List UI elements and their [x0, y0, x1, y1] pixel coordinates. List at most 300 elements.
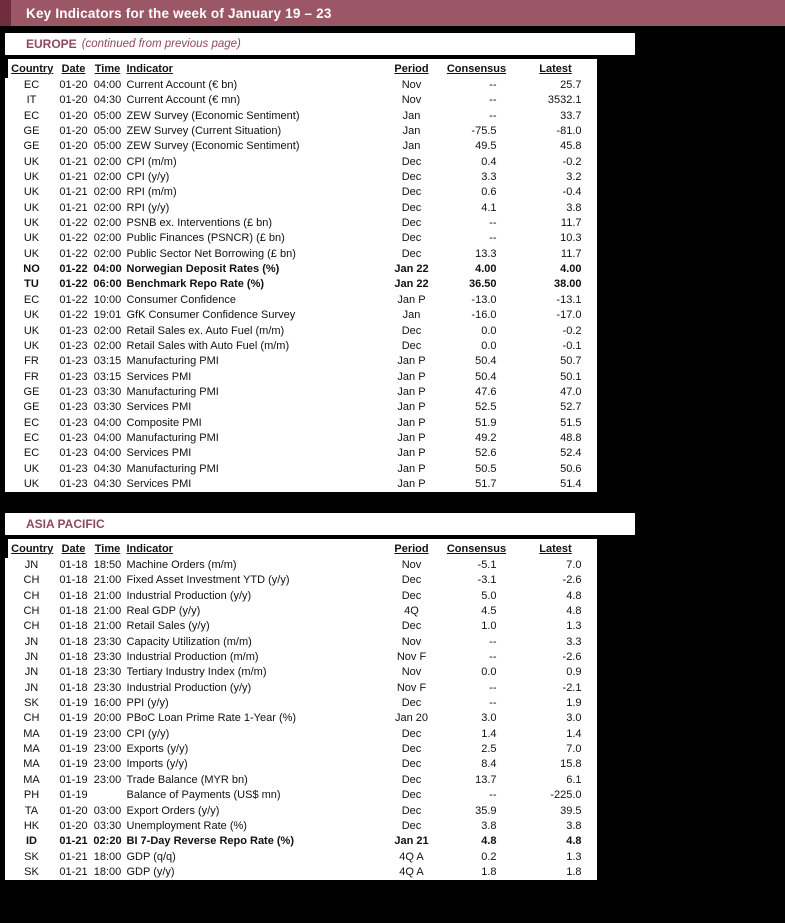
cell-country: TU	[24, 278, 39, 291]
cell-time: 02:00	[93, 247, 122, 260]
cell-date: 01-22	[59, 217, 88, 230]
cell-consensus: 1.8	[481, 865, 497, 878]
table-row	[7, 711, 599, 726]
cell-consensus: --	[489, 789, 497, 802]
col-header-country: Country	[7, 59, 57, 78]
cell-indicator: GDP (q/q)	[126, 850, 176, 863]
cell-consensus: 4.8	[481, 835, 497, 848]
cell-period: Jan	[402, 125, 421, 138]
cell-latest: 3.8	[566, 201, 582, 214]
cell-time: 21:00	[93, 589, 122, 602]
cell-time: 04:30	[93, 462, 122, 475]
europe-table	[5, 59, 599, 492]
cell-country: UK	[23, 186, 40, 199]
cell-country: FR	[24, 355, 39, 368]
cell-consensus: 50.4	[475, 370, 497, 383]
cell-latest: 48.8	[560, 431, 582, 444]
cell-latest: 4.00	[560, 263, 582, 276]
cell-latest: 1.8	[566, 865, 582, 878]
cell-date: 01-23	[59, 462, 88, 475]
cell-time: 23:00	[93, 773, 122, 786]
cell-date: 01-23	[59, 339, 88, 352]
cell-indicator: Industrial Production (y/y)	[126, 589, 252, 602]
cell-time: 23:00	[93, 743, 122, 756]
table-row	[7, 324, 599, 339]
cell-period: Dec	[401, 247, 422, 260]
cell-country: EC	[23, 79, 40, 91]
cell-time: 05:00	[93, 140, 122, 153]
cell-indicator: Imports (y/y)	[126, 758, 188, 771]
cell-consensus: 0.4	[481, 155, 497, 168]
cell-country: UK	[23, 309, 40, 322]
cell-country: CH	[23, 620, 40, 633]
cell-period: Dec	[401, 171, 422, 184]
europe-table-header	[7, 59, 599, 78]
europe-table-container	[5, 59, 597, 492]
cell-period: Nov	[401, 559, 422, 571]
cell-latest: 4.8	[566, 605, 582, 618]
cell-latest: 7.0	[566, 743, 582, 756]
cell-time: 10:00	[93, 293, 122, 306]
cell-date: 01-19	[59, 758, 88, 771]
cell-latest: 10.3	[560, 232, 582, 245]
cell-time: 05:00	[93, 109, 122, 122]
table-row	[7, 339, 599, 354]
cell-date: 01-23	[59, 385, 88, 398]
table-row	[7, 308, 599, 323]
table-row	[7, 431, 599, 446]
cell-country: GE	[23, 140, 40, 153]
cell-date: 01-21	[59, 835, 88, 848]
table-row	[7, 604, 599, 619]
cell-consensus: -3.1	[477, 574, 497, 587]
cell-consensus: 2.5	[481, 743, 497, 756]
table-row	[7, 201, 599, 216]
cell-period: Jan P	[397, 477, 426, 490]
cell-date: 01-23	[59, 355, 88, 368]
cell-latest: 7.0	[566, 559, 582, 571]
title-bar	[0, 0, 785, 26]
cell-consensus: 50.5	[475, 462, 497, 475]
cell-time: 23:30	[93, 651, 122, 664]
cell-period: Dec	[401, 339, 422, 352]
cell-indicator: Public Finances (PSNCR) (£ bn)	[126, 232, 285, 245]
cell-time: 23:30	[93, 666, 122, 679]
cell-period: Jan P	[397, 431, 426, 444]
cell-time: 23:00	[93, 727, 122, 740]
table-row	[7, 139, 599, 154]
cell-time: 23:30	[93, 635, 122, 648]
table-row	[7, 773, 599, 788]
cell-latest: 6.1	[566, 773, 582, 786]
cell-indicator: Tertiary Industry Index (m/m)	[126, 666, 267, 679]
cell-latest: -0.4	[562, 186, 582, 199]
table-row	[7, 185, 599, 200]
cell-country: GE	[23, 125, 40, 138]
cell-indicator: Services PMI	[126, 477, 192, 490]
cell-time: 18:00	[93, 850, 122, 863]
cell-country: UK	[23, 155, 40, 168]
cell-consensus: --	[489, 79, 497, 91]
cell-time: 23:00	[93, 758, 122, 771]
table-row	[7, 865, 599, 880]
cell-consensus: -5.1	[477, 559, 497, 571]
cell-time: 21:00	[93, 620, 122, 633]
cell-period: Nov F	[396, 651, 427, 664]
cell-country: NO	[23, 263, 40, 276]
cell-time: 23:30	[93, 681, 122, 694]
table-row	[7, 262, 599, 277]
table-row	[7, 216, 599, 231]
cell-time: 02:00	[93, 155, 122, 168]
cell-latest: 1.3	[566, 620, 582, 633]
cell-consensus: 36.50	[468, 278, 497, 291]
table-row	[7, 446, 599, 461]
cell-period: Jan P	[397, 355, 426, 368]
cell-date: 01-22	[59, 293, 88, 306]
cell-period: Dec	[401, 217, 422, 230]
cell-latest: 50.1	[560, 370, 582, 383]
cell-time: 04:30	[93, 477, 122, 490]
table-row	[7, 231, 599, 246]
table-row	[7, 155, 599, 170]
cell-latest: -13.1	[556, 293, 582, 306]
section-band-asia-pacific	[5, 513, 635, 537]
table-row	[7, 788, 599, 803]
cell-date: 01-21	[59, 186, 88, 199]
cell-time: 05:00	[93, 125, 122, 138]
cell-latest: -0.1	[562, 339, 582, 352]
cell-indicator: BI 7-Day Reverse Repo Rate (%)	[126, 835, 295, 848]
cell-latest: 3.2	[566, 171, 582, 184]
cell-consensus: --	[489, 651, 497, 664]
cell-consensus: --	[489, 681, 497, 694]
header-row	[7, 539, 599, 558]
cell-indicator: Services PMI	[126, 401, 192, 414]
col-header-latest: Latest	[539, 62, 572, 75]
table-row	[7, 462, 599, 477]
table-row	[7, 78, 599, 93]
cell-indicator: RPI (m/m)	[126, 186, 177, 199]
cell-latest: 51.4	[560, 477, 582, 490]
col-header-time: Time	[94, 542, 121, 555]
table-row	[7, 573, 599, 588]
cell-period: Dec	[401, 758, 422, 771]
cell-consensus: 35.9	[475, 804, 497, 817]
cell-time: 18:00	[93, 865, 122, 878]
cell-period: Jan P	[397, 293, 426, 306]
cell-period: Dec	[401, 589, 422, 602]
cell-period: Jan P	[397, 416, 426, 429]
cell-country: UK	[23, 232, 40, 245]
table-row	[7, 804, 599, 819]
cell-country: JN	[24, 651, 39, 664]
cell-indicator: Industrial Production (y/y)	[126, 681, 252, 694]
cell-time: 02:00	[93, 171, 122, 184]
cell-consensus: --	[489, 94, 497, 107]
cell-country: SK	[24, 697, 39, 710]
cell-period: Dec	[401, 186, 422, 199]
cell-consensus: --	[489, 217, 497, 230]
col-header-country: Country	[7, 539, 57, 558]
cell-consensus: 3.8	[481, 819, 497, 832]
cell-indicator: Manufacturing PMI	[126, 355, 219, 368]
cell-indicator: CPI (m/m)	[126, 155, 177, 168]
cell-period: Nov	[401, 666, 422, 679]
table-row	[7, 93, 599, 108]
table-row	[7, 293, 599, 308]
table-row	[7, 477, 599, 492]
cell-time: 04:00	[93, 263, 122, 276]
cell-date: 01-23	[59, 431, 88, 444]
cell-date: 01-20	[59, 140, 88, 153]
cell-period: Jan P	[397, 401, 426, 414]
table-row	[7, 619, 599, 634]
cell-latest: -2.6	[562, 574, 582, 587]
cell-country: EC	[23, 447, 40, 460]
cell-latest: -225.0	[550, 789, 582, 802]
col-header-latest: Latest	[539, 542, 572, 555]
cell-country: JN	[24, 635, 39, 648]
cell-latest: 11.7	[560, 247, 582, 260]
cell-time: 04:30	[93, 94, 122, 107]
cell-period: Jan P	[397, 447, 426, 460]
cell-indicator: CPI (y/y)	[126, 171, 170, 184]
cell-period: Dec	[401, 773, 422, 786]
cell-indicator: Current Account (€ bn)	[126, 79, 238, 91]
cell-latest: -81.0	[556, 125, 582, 138]
cell-indicator: RPI (y/y)	[126, 201, 170, 214]
cell-period: Nov	[401, 79, 422, 91]
cell-date: 01-23	[59, 477, 88, 490]
cell-indicator: Benchmark Repo Rate (%)	[126, 278, 265, 291]
table-row	[7, 727, 599, 742]
cell-period: Jan	[402, 109, 421, 122]
cell-date: 01-23	[59, 324, 88, 337]
cell-date: 01-20	[59, 819, 88, 832]
cell-period: Dec	[401, 819, 422, 832]
cell-period: Nov	[401, 635, 422, 648]
cell-time: 02:00	[93, 217, 122, 230]
cell-indicator: PBoC Loan Prime Rate 1-Year (%)	[126, 712, 297, 725]
cell-time: 02:00	[93, 186, 122, 199]
cell-country: MA	[23, 773, 40, 786]
table-row	[7, 757, 599, 772]
cell-time: 04:00	[93, 447, 122, 460]
cell-latest: 52.4	[560, 447, 582, 460]
cell-latest: 38.00	[553, 278, 582, 291]
cell-consensus: 5.0	[481, 589, 497, 602]
cell-period: 4Q	[404, 605, 419, 618]
table-row	[7, 650, 599, 665]
cell-country: GE	[23, 401, 40, 414]
table-row	[7, 370, 599, 385]
cell-date: 01-19	[59, 773, 88, 786]
cell-indicator: PPI (y/y)	[126, 697, 169, 710]
cell-country: SK	[24, 850, 39, 863]
cell-country: JN	[24, 666, 39, 679]
cell-indicator: Composite PMI	[126, 416, 202, 429]
cell-indicator: Services PMI	[126, 447, 192, 460]
cell-indicator: Real GDP (y/y)	[126, 605, 201, 618]
cell-date: 01-19	[59, 712, 88, 725]
cell-country: UK	[23, 201, 40, 214]
cell-latest: 52.7	[560, 401, 582, 414]
cell-time: 21:00	[93, 574, 122, 587]
cell-consensus: 51.7	[475, 477, 497, 490]
cell-period: Nov	[401, 94, 422, 107]
cell-indicator: Public Sector Net Borrowing (£ bn)	[126, 247, 296, 260]
cell-consensus: -16.0	[471, 309, 497, 322]
cell-consensus: 52.6	[475, 447, 497, 460]
cell-consensus: --	[489, 232, 497, 245]
cell-time: 02:00	[93, 324, 122, 337]
cell-country: MA	[23, 727, 40, 740]
cell-period: Jan 21	[394, 835, 429, 848]
cell-time: 19:01	[93, 309, 122, 322]
cell-period: Dec	[401, 574, 422, 587]
cell-latest: 50.6	[560, 462, 582, 475]
cell-latest: 33.7	[560, 109, 582, 122]
cell-country: CH	[23, 574, 40, 587]
cell-period: Dec	[401, 727, 422, 740]
cell-date: 01-20	[59, 125, 88, 138]
table-row	[7, 354, 599, 369]
cell-consensus: 0.6	[481, 186, 497, 199]
cell-time: 02:20	[93, 835, 122, 848]
table-row	[7, 589, 599, 604]
cell-country: UK	[23, 247, 40, 260]
cell-period: Jan 22	[394, 278, 429, 291]
cell-country: EC	[23, 416, 40, 429]
cell-latest: 50.7	[560, 355, 582, 368]
cell-indicator: ZEW Survey (Economic Sentiment)	[126, 109, 300, 122]
cell-country: GE	[23, 385, 40, 398]
col-header-date: Date	[61, 62, 86, 75]
table-row	[7, 400, 599, 415]
cell-latest: 51.5	[560, 416, 582, 429]
cell-date: 01-23	[59, 416, 88, 429]
cell-date: 01-21	[59, 865, 88, 878]
cell-date: 01-23	[59, 447, 88, 460]
col-header-indicator: Indicator	[126, 542, 173, 555]
cell-indicator: ZEW Survey (Current Situation)	[126, 125, 282, 138]
cell-date: 01-21	[59, 201, 88, 214]
cell-time: 20:00	[93, 712, 122, 725]
cell-indicator: GfK Consumer Confidence Survey	[126, 309, 296, 322]
cell-period: Jan P	[397, 462, 426, 475]
cell-consensus: 13.7	[475, 773, 497, 786]
cell-consensus: -13.0	[471, 293, 497, 306]
cell-indicator: Exports (y/y)	[126, 743, 189, 756]
col-header-time: Time	[94, 62, 121, 75]
cell-indicator: Retail Sales with Auto Fuel (m/m)	[126, 339, 290, 352]
cell-period: 4Q A	[399, 850, 424, 863]
cell-indicator: Norwegian Deposit Rates (%)	[126, 263, 280, 276]
cell-indicator: Unemployment Rate (%)	[126, 819, 247, 832]
cell-country: CH	[23, 712, 40, 725]
cell-date: 01-21	[59, 850, 88, 863]
cell-latest: 25.7	[560, 79, 582, 91]
cell-country: FR	[24, 370, 39, 383]
cell-latest: -2.6	[562, 651, 582, 664]
cell-date: 01-21	[59, 155, 88, 168]
cell-indicator: Retail Sales ex. Auto Fuel (m/m)	[126, 324, 285, 337]
cell-latest: 3.0	[566, 712, 582, 725]
cell-indicator: Consumer Confidence	[126, 293, 236, 306]
cell-period: Jan P	[397, 370, 426, 383]
table-row	[7, 635, 599, 650]
cell-consensus: 50.4	[475, 355, 497, 368]
table-row	[7, 109, 599, 124]
cell-date: 01-18	[59, 589, 88, 602]
cell-latest: 45.8	[560, 140, 582, 153]
cell-country: JN	[24, 559, 39, 571]
cell-latest: 1.9	[566, 697, 582, 710]
page-title: Key Indicators for the week of January 19 – 23	[26, 5, 332, 21]
cell-period: Dec	[401, 620, 422, 633]
col-header-indicator: Indicator	[126, 62, 173, 75]
cell-indicator: Balance of Payments (US$ mn)	[126, 789, 281, 802]
cell-period: Jan	[402, 309, 421, 322]
cell-time: 06:00	[93, 278, 122, 291]
cell-date: 01-20	[59, 804, 88, 817]
cell-time: 03:30	[93, 385, 122, 398]
cell-latest: 4.8	[566, 835, 582, 848]
cell-latest: 11.7	[560, 217, 582, 230]
cell-consensus: 0.0	[481, 339, 497, 352]
cell-date: 01-22	[59, 232, 88, 245]
cell-consensus: 3.3	[481, 171, 497, 184]
cell-date: 01-20	[59, 94, 88, 107]
col-header-period: Period	[394, 542, 429, 555]
cell-time: 03:30	[93, 401, 122, 414]
cell-date: 01-20	[59, 79, 88, 91]
cell-latest: 47.0	[560, 385, 582, 398]
cell-time: 03:30	[93, 819, 122, 832]
cell-period: Dec	[401, 789, 422, 802]
table-row	[7, 742, 599, 757]
table-row	[7, 385, 599, 400]
cell-country: EC	[23, 431, 40, 444]
cell-country: HK	[23, 819, 40, 832]
cell-latest: -0.2	[562, 324, 582, 337]
table-row	[7, 247, 599, 262]
table-row	[7, 681, 599, 696]
cell-date: 01-20	[59, 109, 88, 122]
cell-latest: 4.8	[566, 589, 582, 602]
section-title-europe: EUROPE	[26, 37, 77, 51]
table-row	[7, 834, 599, 849]
cell-indicator: Current Account (€ mn)	[126, 94, 241, 107]
col-header-period: Period	[394, 62, 429, 75]
cell-time: 18:50	[93, 559, 122, 571]
title-bar-edge-accent	[0, 0, 11, 26]
cell-indicator: Trade Balance (MYR bn)	[126, 773, 248, 786]
table-row	[7, 124, 599, 139]
cell-consensus: 52.5	[475, 401, 497, 414]
asia-pacific-table-header	[7, 539, 599, 558]
cell-country: CH	[23, 589, 40, 602]
table-row	[7, 665, 599, 680]
cell-consensus: --	[489, 697, 497, 710]
cell-period: Dec	[401, 743, 422, 756]
cell-country: TA	[24, 804, 39, 817]
cell-latest: 15.8	[560, 758, 582, 771]
cell-date: 01-18	[59, 651, 88, 664]
cell-time: 04:00	[93, 79, 122, 91]
cell-latest: -2.1	[562, 681, 582, 694]
